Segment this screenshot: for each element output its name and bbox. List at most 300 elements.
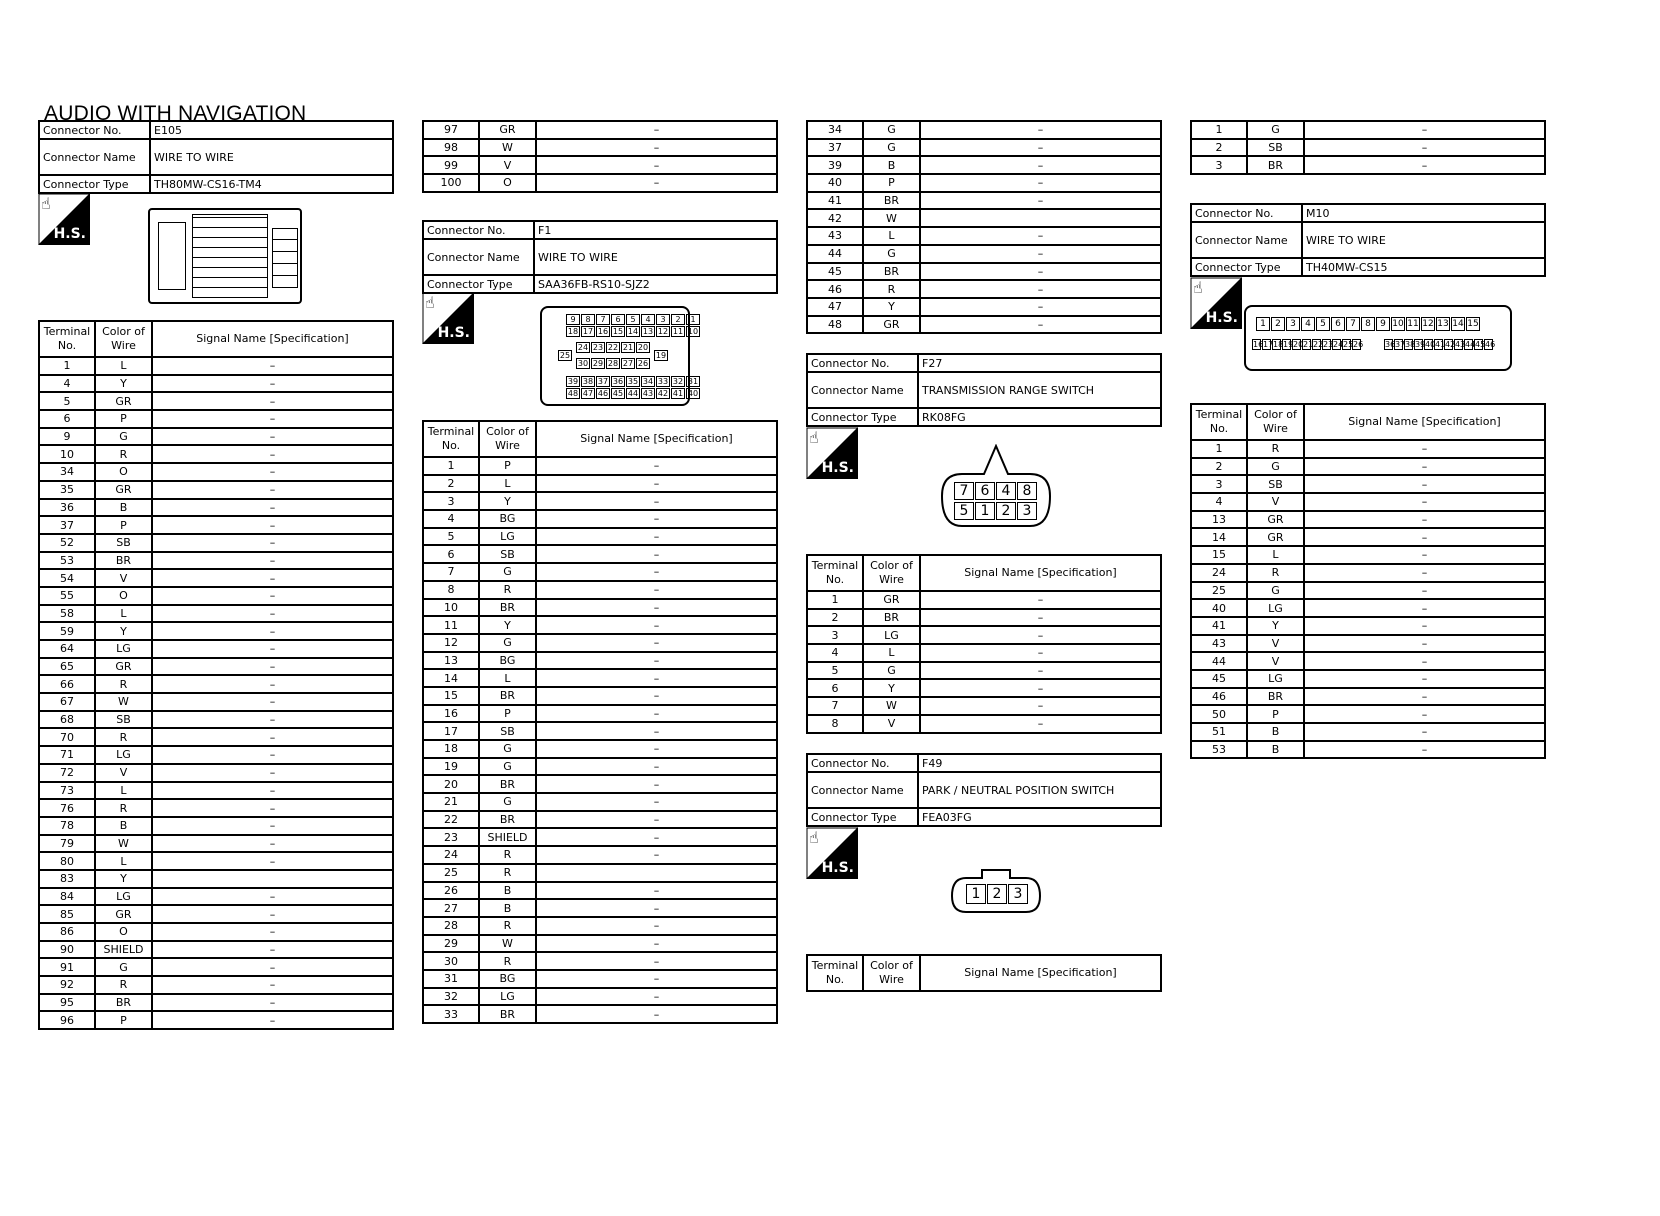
terminal-no: 44 (1191, 652, 1247, 670)
signal-name (536, 864, 777, 882)
terminal-table-body (423, 121, 777, 192)
connector-number-row (807, 354, 1161, 372)
wire-color: L (95, 782, 152, 800)
signal-name: – (1304, 635, 1545, 653)
pin-number: 18 (1273, 340, 1284, 349)
signal-name: – (536, 156, 777, 174)
connector-info-table (1190, 203, 1546, 277)
signal-name: – (536, 599, 777, 617)
wire-color: R (479, 581, 536, 599)
signal-name: – (536, 970, 777, 988)
table-row (423, 545, 777, 563)
terminal-no: 30 (423, 952, 479, 970)
terminal-no: 83 (39, 870, 95, 888)
table-row (423, 687, 777, 705)
table-row (423, 174, 777, 192)
table-row (1191, 635, 1545, 653)
pin-number: 19 (655, 351, 667, 360)
wire-color: P (479, 457, 536, 475)
wire-color: BR (863, 192, 920, 210)
pin-number: 3 (1286, 317, 1300, 331)
pin-number: 9 (566, 314, 580, 325)
pin-number: 9 (1376, 317, 1390, 331)
connector-type-label: Connector Type (423, 275, 534, 293)
terminal-no: 40 (807, 174, 863, 192)
wire-color: Y (479, 492, 536, 510)
connector-number-row (39, 121, 393, 139)
wire-color: SB (479, 545, 536, 563)
table-row (807, 609, 1161, 627)
pin-number: 17 (1263, 340, 1274, 349)
signal-name: – (536, 545, 777, 563)
terminal-table (806, 120, 1162, 334)
pin-number: 5 (1316, 317, 1330, 331)
table-row (39, 782, 393, 800)
wire-color: SB (95, 711, 152, 729)
connector-type-label: Connector Type (807, 808, 918, 826)
pin-row-mid-2 (576, 358, 650, 369)
signal-name: – (152, 587, 393, 605)
pin-number: 17 (582, 327, 594, 336)
signal-name: – (1304, 670, 1545, 688)
pin-number: 43 (1455, 340, 1466, 349)
wire-color: W (863, 209, 920, 227)
pin-number: 22 (607, 343, 619, 352)
wire-color: SHIELD (479, 828, 536, 846)
signal-name: – (536, 899, 777, 917)
table-row (39, 622, 393, 640)
terminal-no: 98 (423, 139, 479, 157)
terminal-no: 20 (423, 775, 479, 793)
terminal-table (38, 320, 394, 1030)
table-row (807, 263, 1161, 281)
connector-f49-terminals (806, 954, 1162, 992)
table-row (807, 280, 1161, 298)
wire-color-header: Color of Wire (479, 421, 536, 457)
wire-color: V (863, 715, 920, 733)
pin-number: 27 (622, 359, 634, 368)
terminal-no-header: Terminal No. (807, 555, 863, 591)
connector-number-value: E105 (150, 121, 393, 139)
signal-name: – (920, 192, 1161, 210)
terminal-no: 55 (39, 587, 95, 605)
wire-color: Y (863, 679, 920, 697)
signal-name: – (920, 679, 1161, 697)
header-row (807, 955, 1161, 991)
table-row (1191, 582, 1545, 600)
terminal-no: 8 (423, 581, 479, 599)
pin-number: 16 (597, 327, 609, 336)
terminal-no: 33 (423, 1005, 479, 1023)
terminal-no: 2 (807, 609, 863, 627)
connector-f1-terminals-continued (806, 120, 1162, 334)
wire-color: SB (1247, 475, 1304, 493)
terminal-no: 27 (423, 899, 479, 917)
table-row (1191, 139, 1545, 157)
table-row (1191, 688, 1545, 706)
signal-name: – (152, 693, 393, 711)
table-row (39, 675, 393, 693)
wire-color: SHIELD (95, 941, 152, 959)
wire-color: L (95, 605, 152, 623)
terminal-no: 53 (1191, 741, 1247, 759)
connector-number-label: Connector No. (423, 221, 534, 239)
pin-number: 3 (1017, 502, 1037, 520)
signal-name: – (1304, 493, 1545, 511)
pin-block-bottom-right (1384, 339, 1496, 350)
terminal-no: 42 (807, 209, 863, 227)
hand-connector-icon: ☝ (1193, 278, 1203, 297)
terminal-table (806, 954, 1162, 992)
signal-name: – (152, 746, 393, 764)
table-row (39, 640, 393, 658)
wire-color: W (479, 139, 536, 157)
connector-m10-terminals (1190, 403, 1546, 759)
terminal-no: 23 (423, 828, 479, 846)
wire-color: L (479, 475, 536, 493)
connector-m10-info (1190, 203, 1546, 277)
connector-name-row (423, 239, 777, 275)
connector-name-value: WIRE TO WIRE (534, 239, 777, 275)
signal-name-header: Signal Name [Specification] (920, 955, 1161, 991)
pin-number: 20 (637, 343, 649, 352)
terminal-no: 67 (39, 693, 95, 711)
terminal-no: 4 (807, 644, 863, 662)
connector-type-label: Connector Type (39, 175, 150, 193)
signal-name: – (536, 457, 777, 475)
terminal-no: 34 (807, 121, 863, 139)
signal-name: – (536, 563, 777, 581)
wire-color: R (95, 799, 152, 817)
signal-name: – (152, 1011, 393, 1029)
terminal-no: 71 (39, 746, 95, 764)
terminal-table-body (1191, 440, 1545, 758)
signal-name: – (920, 626, 1161, 644)
connector-name-value: WIRE TO WIRE (150, 139, 393, 175)
pin-block-center (192, 214, 268, 298)
connector-type-row (1191, 258, 1545, 276)
pin-number: 21 (1303, 340, 1314, 349)
terminal-no: 16 (423, 705, 479, 723)
pin-number: 12 (1422, 319, 1434, 329)
table-row (423, 1005, 777, 1023)
terminal-table-header (807, 555, 1161, 591)
pin-number: 4 (1301, 317, 1315, 331)
terminal-no: 43 (1191, 635, 1247, 653)
wire-color: BR (863, 263, 920, 281)
signal-name: – (920, 245, 1161, 263)
signal-name: – (536, 1005, 777, 1023)
pin-number: 44 (1465, 340, 1476, 349)
pin-number: 39 (567, 377, 579, 386)
table-row (1191, 493, 1545, 511)
table-row (39, 817, 393, 835)
signal-name: – (1304, 458, 1545, 476)
signal-name: – (1304, 564, 1545, 582)
pin-number: 6 (975, 482, 995, 500)
table-row (39, 481, 393, 499)
pin-number: 30 (577, 359, 589, 368)
hs-label: H.S. (437, 325, 470, 341)
terminal-table (806, 554, 1162, 734)
terminal-table (422, 120, 778, 193)
terminal-no: 46 (807, 280, 863, 298)
pin-number: 32 (672, 377, 684, 386)
hs-label: H.S. (1205, 310, 1238, 326)
signal-name: – (1304, 741, 1545, 759)
terminal-no: 68 (39, 711, 95, 729)
table-row (39, 835, 393, 853)
terminal-no: 59 (39, 622, 95, 640)
table-row (1191, 705, 1545, 723)
signal-name: – (536, 687, 777, 705)
wire-color: W (863, 697, 920, 715)
table-row (1191, 741, 1545, 759)
pin-number: 1 (1256, 317, 1270, 331)
signal-name: – (152, 958, 393, 976)
wire-color: LG (1247, 670, 1304, 688)
table-row (423, 970, 777, 988)
signal-name: – (920, 298, 1161, 316)
wire-color: B (1247, 741, 1304, 759)
signal-name: – (152, 835, 393, 853)
connector-name-row (807, 772, 1161, 808)
terminal-no: 52 (39, 534, 95, 552)
terminal-no: 3 (1191, 156, 1247, 174)
table-row (423, 899, 777, 917)
wire-color: SB (1247, 139, 1304, 157)
terminal-no: 1 (39, 357, 95, 375)
table-row (39, 658, 393, 676)
table-row (39, 799, 393, 817)
wire-color: R (1247, 564, 1304, 582)
pin-number: 37 (1395, 340, 1406, 349)
terminal-no: 54 (39, 569, 95, 587)
table-row (423, 740, 777, 758)
pin-number: 1 (686, 314, 700, 325)
table-row (39, 905, 393, 923)
terminal-table-header (39, 321, 393, 357)
signal-name: – (536, 174, 777, 192)
table-row (39, 499, 393, 517)
wire-color: BR (863, 609, 920, 627)
pin-number: 35 (627, 377, 639, 386)
connector-type-label: Connector Type (1191, 258, 1302, 276)
signal-name: – (152, 728, 393, 746)
connector-type-label: Connector Type (807, 408, 918, 426)
pin-number: 23 (592, 343, 604, 352)
pin-number: 6 (611, 314, 625, 325)
signal-name: – (920, 156, 1161, 174)
wire-color: R (479, 917, 536, 935)
terminal-no: 37 (807, 139, 863, 157)
terminal-no: 100 (423, 174, 479, 192)
terminal-no: 2 (1191, 139, 1247, 157)
terminal-no: 6 (423, 545, 479, 563)
connector-name-label: Connector Name (423, 239, 534, 275)
terminal-no: 73 (39, 782, 95, 800)
terminal-no: 9 (39, 428, 95, 446)
wire-color: L (863, 644, 920, 662)
signal-name: – (152, 605, 393, 623)
terminal-no: 80 (39, 852, 95, 870)
connector-type-value: SAA36FB-RS10-SJZ2 (534, 275, 777, 293)
terminal-no: 34 (39, 463, 95, 481)
pin-number: 7 (596, 314, 610, 325)
signal-name: – (1304, 599, 1545, 617)
header-row (39, 321, 393, 357)
wire-color: B (95, 817, 152, 835)
table-row (423, 669, 777, 687)
terminal-no: 46 (1191, 688, 1247, 706)
terminal-no: 25 (1191, 582, 1247, 600)
wire-color: G (479, 793, 536, 811)
pin-number: 6 (1331, 317, 1345, 331)
connector-m10-face (1244, 305, 1512, 371)
table-row (423, 988, 777, 1006)
table-row (807, 227, 1161, 245)
pin-number: 14 (1452, 319, 1464, 329)
terminal-no: 24 (1191, 564, 1247, 582)
table-row (423, 457, 777, 475)
table-row (423, 775, 777, 793)
signal-name-header: Signal Name [Specification] (536, 421, 777, 457)
terminal-no: 39 (807, 156, 863, 174)
wire-color: R (95, 675, 152, 693)
pin-number: 25 (559, 351, 571, 360)
signal-name: – (1304, 475, 1545, 493)
table-row (1191, 564, 1545, 582)
wire-color-header: Color of Wire (863, 555, 920, 591)
signal-name: – (152, 658, 393, 676)
pin-number: 10 (1392, 319, 1404, 329)
wire-color: R (479, 864, 536, 882)
wire-color: R (863, 280, 920, 298)
pin-number: 8 (1017, 482, 1037, 500)
connector-number-value: F27 (918, 354, 1161, 372)
wire-color: G (863, 121, 920, 139)
connector-f49-info (806, 753, 1162, 827)
connector-name-value: WIRE TO WIRE (1302, 222, 1545, 258)
terminal-table-header (1191, 404, 1545, 440)
table-row (39, 711, 393, 729)
table-row (39, 941, 393, 959)
terminal-no: 8 (807, 715, 863, 733)
terminal-no: 90 (39, 941, 95, 959)
table-row (807, 121, 1161, 139)
wire-color: BR (479, 687, 536, 705)
hand-connector-icon: ☝ (809, 828, 819, 847)
wire-color: P (95, 516, 152, 534)
table-row (39, 445, 393, 463)
connector-f27-info (806, 353, 1162, 427)
pin-number: 40 (687, 389, 699, 398)
terminal-table-body (807, 121, 1161, 333)
signal-name: – (536, 988, 777, 1006)
wire-color-header: Color of Wire (1247, 404, 1304, 440)
pin-block-left (158, 222, 186, 290)
pin-number: 12 (657, 327, 669, 336)
connector-number-label: Connector No. (807, 754, 918, 772)
table-row (1191, 617, 1545, 635)
wire-color: V (95, 569, 152, 587)
terminal-no: 79 (39, 835, 95, 853)
wire-color: R (1247, 440, 1304, 458)
signal-name: – (920, 227, 1161, 245)
wire-color: LG (1247, 599, 1304, 617)
pin-number: 7 (1346, 317, 1360, 331)
wire-color: LG (479, 988, 536, 1006)
wire-color: G (863, 245, 920, 263)
connector-name-value: TRANSMISSION RANGE SWITCH (918, 372, 1161, 408)
wire-color: LG (95, 746, 152, 764)
pin-number: 26 (1353, 340, 1364, 349)
signal-name: – (152, 410, 393, 428)
table-row (1191, 121, 1545, 139)
connector-f49-terminals-continued (1190, 120, 1546, 175)
pin-number: 46 (1485, 340, 1496, 349)
signal-name: – (536, 510, 777, 528)
hand-connector-icon: ☝ (41, 194, 51, 213)
terminal-no: 31 (423, 970, 479, 988)
table-row (39, 569, 393, 587)
connector-type-value: RK08FG (918, 408, 1161, 426)
pin-number: 5 (954, 502, 974, 520)
wire-color: P (479, 705, 536, 723)
table-row (1191, 670, 1545, 688)
terminal-no: 4 (39, 375, 95, 393)
terminal-no: 36 (39, 499, 95, 517)
signal-name: – (920, 715, 1161, 733)
wire-color: BR (479, 775, 536, 793)
wire-color: G (479, 563, 536, 581)
connector-e105-info (38, 120, 394, 194)
signal-name: – (152, 852, 393, 870)
table-row (423, 917, 777, 935)
terminal-no: 4 (1191, 493, 1247, 511)
wire-color: SB (479, 722, 536, 740)
terminal-no: 35 (39, 481, 95, 499)
wire-color: L (479, 669, 536, 687)
terminal-no: 50 (1191, 705, 1247, 723)
connector-name-row (1191, 222, 1545, 258)
signal-name: – (536, 669, 777, 687)
wire-color: Y (479, 616, 536, 634)
terminal-no: 6 (39, 410, 95, 428)
harness-side-icon (38, 193, 90, 245)
signal-name: – (536, 935, 777, 953)
wire-color: B (479, 899, 536, 917)
terminal-no: 65 (39, 658, 95, 676)
signal-name: – (1304, 582, 1545, 600)
terminal-no-header: Terminal No. (1191, 404, 1247, 440)
signal-name: – (536, 811, 777, 829)
table-row (807, 245, 1161, 263)
terminal-no: 86 (39, 923, 95, 941)
signal-name-header: Signal Name [Specification] (152, 321, 393, 357)
terminal-no: 14 (1191, 528, 1247, 546)
wire-color: V (1247, 652, 1304, 670)
connector-type-value: TH40MW-CS15 (1302, 258, 1545, 276)
table-row (39, 976, 393, 994)
table-row (39, 1011, 393, 1029)
terminal-no: 1 (1191, 121, 1247, 139)
signal-name: – (152, 711, 393, 729)
connector-info-table (806, 353, 1162, 427)
pin-number: 36 (1385, 340, 1396, 349)
table-row (39, 728, 393, 746)
pin-number: 7 (954, 482, 974, 500)
